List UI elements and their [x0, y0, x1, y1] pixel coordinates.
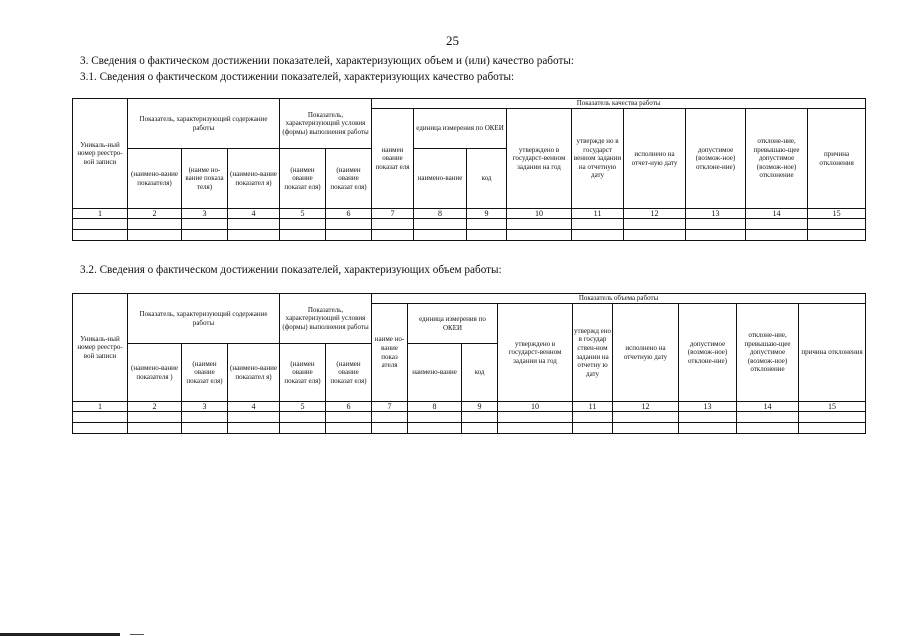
header-approved-date: утвержде но в государст венном задании на отчетную дату [572, 109, 624, 209]
column-number: 12 [624, 209, 686, 219]
column-number: 9 [467, 209, 507, 219]
header-exceeding-deviation: отклоне-ние, превышаю-щее допустимое (возмож-ное) отклонение [737, 304, 799, 402]
column-number: 4 [228, 209, 280, 219]
header-conditions-group: Показатель, характеризующий условия (формы) выполнения работы [280, 294, 372, 344]
header-allowed-deviation: допустимое (возмож-ное) отклоне-ние) [679, 304, 737, 402]
header-content-col: (наиме но-вание показа теля) [182, 149, 228, 209]
header-condition-col: (наимен ование показат еля) [326, 344, 372, 402]
table-row [73, 423, 866, 434]
column-number: 10 [507, 209, 572, 219]
header-indicator-group: Показатель объема работы [372, 294, 866, 304]
column-number: 1 [73, 209, 128, 219]
column-number: 13 [679, 402, 737, 412]
column-number: 7 [372, 209, 414, 219]
header-exceeding-deviation: отклоне-ние, превышаю-щее допустимое (возмож-ное) отклонение [746, 109, 808, 209]
header-unique-number: Уникаль-ный номер реестро-вой записи [73, 294, 128, 402]
header-approved-date: утвержд ено в государ ствен-ном задании на отчетну ю дату [573, 304, 613, 402]
table-row [73, 230, 866, 241]
header-executed: исполнено на отчетную дату [613, 304, 679, 402]
volume-indicators-table [72, 293, 866, 434]
column-number: 1 [73, 402, 128, 412]
header-indicator-name: наимен ование показат еля [372, 109, 414, 209]
header-content-col: (наимено-вание показателя ) [128, 344, 182, 402]
column-number: 5 [280, 209, 326, 219]
header-content-group: Показатель, характеризующий содержание работы [128, 99, 280, 149]
header-condition-col: (наимен ование показат еля) [326, 149, 372, 209]
header-condition-col: (наимен ование показат еля) [280, 149, 326, 209]
header-unit-name: наимено-вание [408, 344, 462, 402]
column-number: 14 [737, 402, 799, 412]
header-unique-number: Уникаль-ный номер реестро-вой записи [73, 99, 128, 209]
header-content-col: (наимено-вание показателя) [128, 149, 182, 209]
header-content-col: (наимено-вание показател я) [228, 149, 280, 209]
column-number: 2 [128, 209, 182, 219]
header-conditions-group: Показатель, характеризующий условия (формы) выполнения работы [280, 99, 372, 149]
header-content-col: (наимен ование показат еля) [182, 344, 228, 402]
header-content-group: Показатель, характеризующий содержание работы [128, 294, 280, 344]
column-number: 8 [408, 402, 462, 412]
table-row [73, 412, 866, 423]
header-reason: причина отклонения [799, 304, 866, 402]
section-heading: 3. Сведения о фактическом достижении показателей, характеризующих объем и (или) качество работы: [80, 55, 574, 67]
header-approved-year: утверждено в государст-венном задании на год [507, 109, 572, 209]
column-number: 14 [746, 209, 808, 219]
header-unit-group: единица измерения по ОКЕИ [408, 304, 498, 344]
column-number: 15 [799, 402, 866, 412]
column-number: 4 [228, 402, 280, 412]
scan-edge-mark [130, 634, 144, 635]
column-number: 15 [808, 209, 866, 219]
column-number: 3 [182, 402, 228, 412]
column-number: 7 [372, 402, 408, 412]
page-number: 25 [446, 33, 459, 48]
header-unit-code: код [462, 344, 498, 402]
column-number: 11 [573, 402, 613, 412]
column-number: 9 [462, 402, 498, 412]
header-content-col: (наимено-вание показател я) [228, 344, 280, 402]
header-condition-col: (наимен ование показат еля) [280, 344, 326, 402]
header-reason: причина отклонения [808, 109, 866, 209]
header-indicator-group: Показатель качества работы [372, 99, 866, 109]
header-indicator-name: наиме но-вание показ ателя [372, 304, 408, 402]
column-number: 6 [326, 402, 372, 412]
column-number: 13 [686, 209, 746, 219]
column-number: 3 [182, 209, 228, 219]
header-unit-code: код [467, 149, 507, 209]
column-number: 6 [326, 209, 372, 219]
column-number: 10 [498, 402, 573, 412]
header-unit-name: наимено-вание [414, 149, 467, 209]
quality-subheading: 3.1. Сведения о фактическом достижении показателей, характеризующих качество работы: [80, 71, 515, 83]
volume-subheading: 3.2. Сведения о фактическом достижении показателей, характеризующих объем работы: [80, 264, 502, 276]
header-allowed-deviation: допустимое (возмож-ное) отклоне-ние) [686, 109, 746, 209]
table-row [73, 219, 866, 230]
scan-edge-line [0, 633, 120, 636]
column-number: 12 [613, 402, 679, 412]
column-number: 5 [280, 402, 326, 412]
header-executed: исполнено на отчет-ную дату [624, 109, 686, 209]
column-number: 11 [572, 209, 624, 219]
column-number: 2 [128, 402, 182, 412]
header-unit-group: единица измерения по ОКЕИ [414, 109, 507, 149]
column-number: 8 [414, 209, 467, 219]
quality-indicators-table [72, 98, 866, 241]
header-approved-year: утверждено в государст-венном задании на год [498, 304, 573, 402]
